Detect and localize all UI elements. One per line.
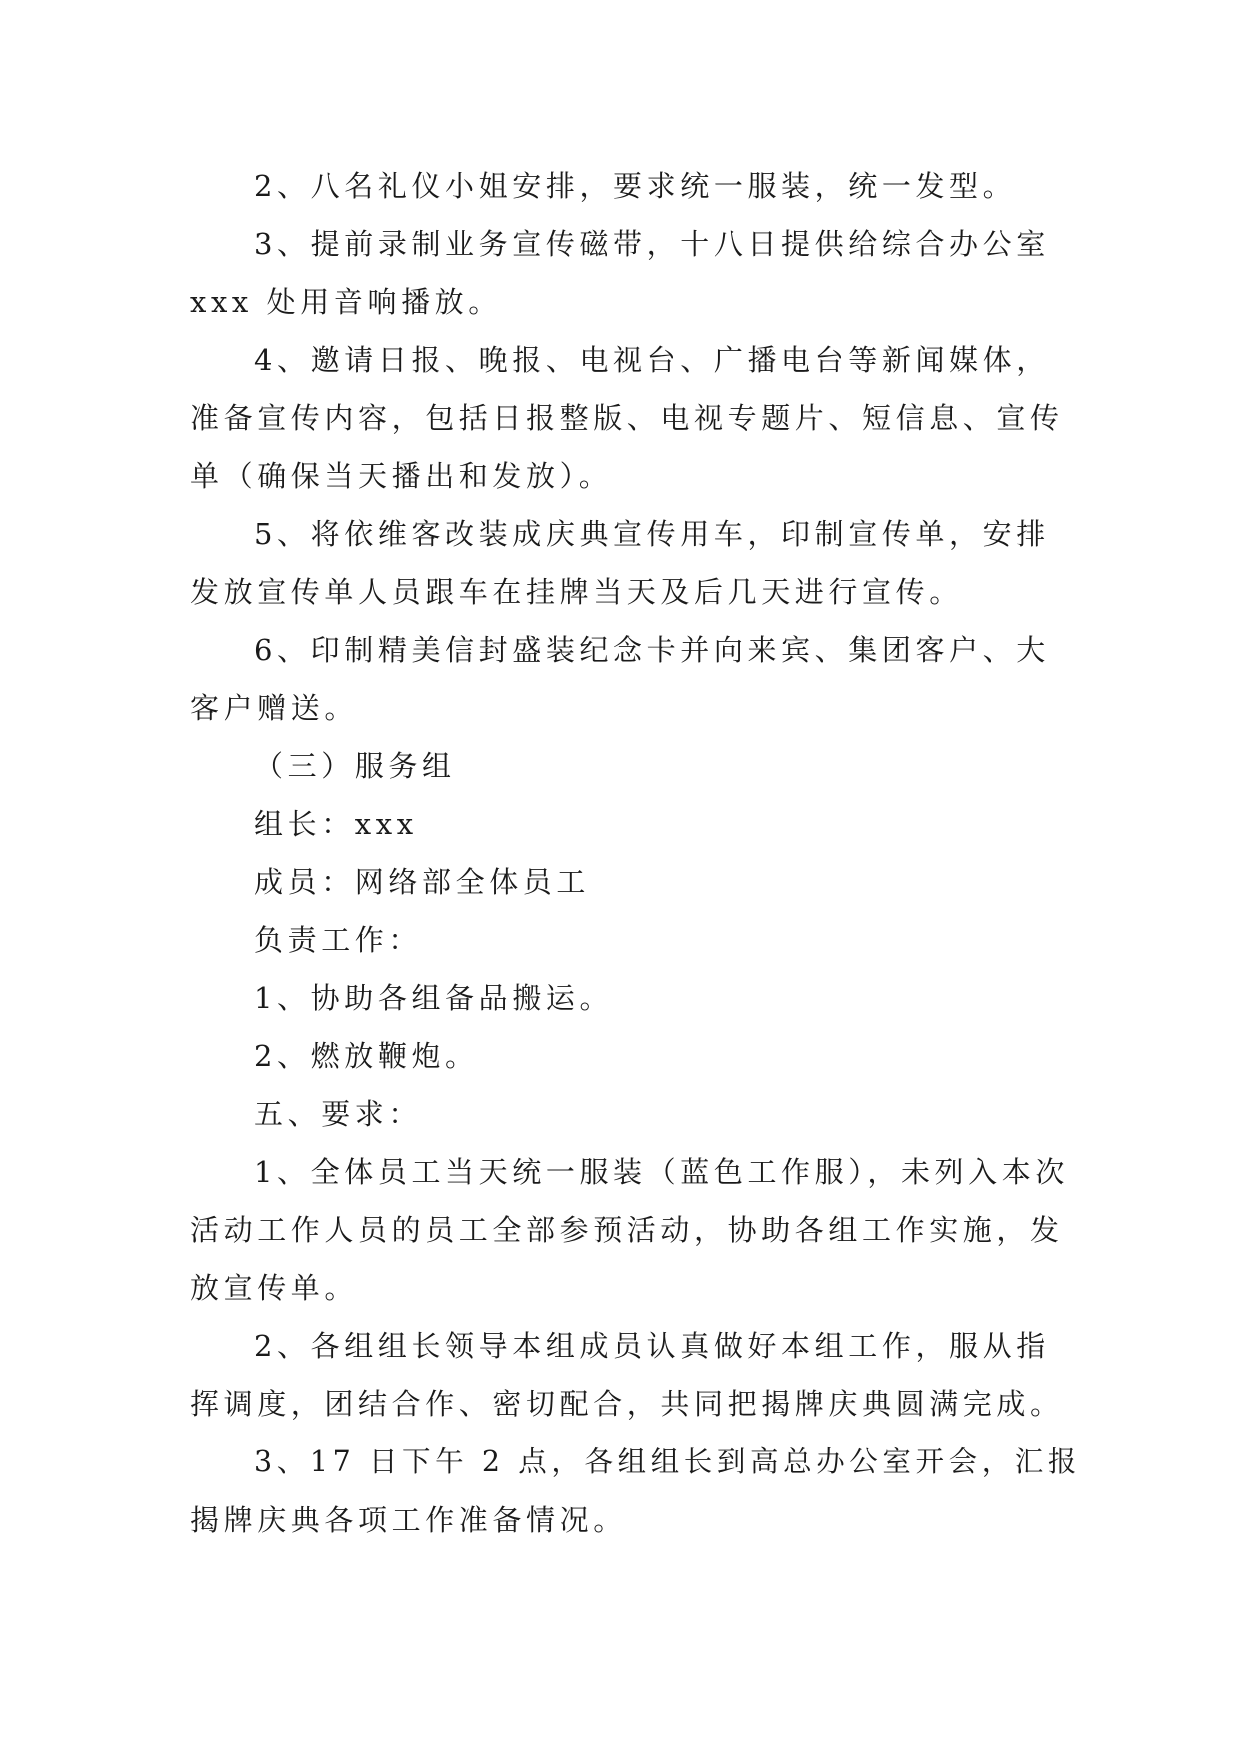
text-line-requirement-3-cont: 揭牌庆典各项工作准备情况。 <box>190 1503 627 1537</box>
section-heading-service-group: （三）服务组 <box>254 749 456 783</box>
text-line-item-4-cont-1: 准备宣传内容，包括日报整版、电视专题片、短信息、宣传 <box>190 401 1064 435</box>
text-line-item-5-vehicle: 5、将依维客改装成庆典宣传用车，印制宣传单，安排 <box>254 517 1050 551</box>
text-line-members: 成员：网络部全体员工 <box>254 865 591 899</box>
text-line-item-3-cont: xxx 处用音响播放。 <box>190 285 502 319</box>
text-line-item-5-cont: 发放宣传单人员跟车在挂牌当天及后几天进行宣传。 <box>190 575 963 609</box>
text-line-item-6-cont: 客户赠送。 <box>190 691 359 725</box>
text-line-requirement-2: 2、各组组长领导本组成员认真做好本组工作，服从指 <box>254 1329 1050 1363</box>
text-line-requirement-1-cont-1: 活动工作人员的员工全部参预活动，协助各组工作实施，发 <box>190 1213 1064 1247</box>
text-line-item-3-tape: 3、提前录制业务宣传磁带，十八日提供给综合办公室 <box>254 227 1050 261</box>
text-line-service-item-1: 1、协助各组备品搬运。 <box>254 981 614 1015</box>
text-line-requirement-3: 3、17 日下午 2 点，各组组长到高总办公室开会，汇报 <box>254 1445 1082 1478</box>
text-line-requirement-1: 1、全体员工当天统一服装（蓝色工作服），未列入本次 <box>254 1155 1069 1189</box>
text-line-group-leader: 组长：xxx <box>254 807 418 841</box>
section-heading-requirements: 五、要求： <box>254 1097 423 1131</box>
text-line-responsibilities: 负责工作： <box>254 923 423 957</box>
text-line-service-item-2: 2、燃放鞭炮。 <box>254 1039 479 1073</box>
text-line-item-4-media: 4、邀请日报、晚报、电视台、广播电台等新闻媒体， <box>254 343 1050 377</box>
text-line-item-6-envelope: 6、印制精美信封盛装纪念卡并向来宾、集团客户、大 <box>254 633 1050 667</box>
text-line-item-4-cont-2: 单（确保当天播出和发放）。 <box>190 459 613 493</box>
text-line-requirement-2-cont: 挥调度，团结合作、密切配合，共同把揭牌庆典圆满完成。 <box>190 1387 1064 1421</box>
text-line-item-2-etiquette: 2、八名礼仪小姐安排，要求统一服装，统一发型。 <box>254 169 1017 203</box>
text-line-requirement-1-cont-2: 放宣传单。 <box>190 1271 359 1305</box>
